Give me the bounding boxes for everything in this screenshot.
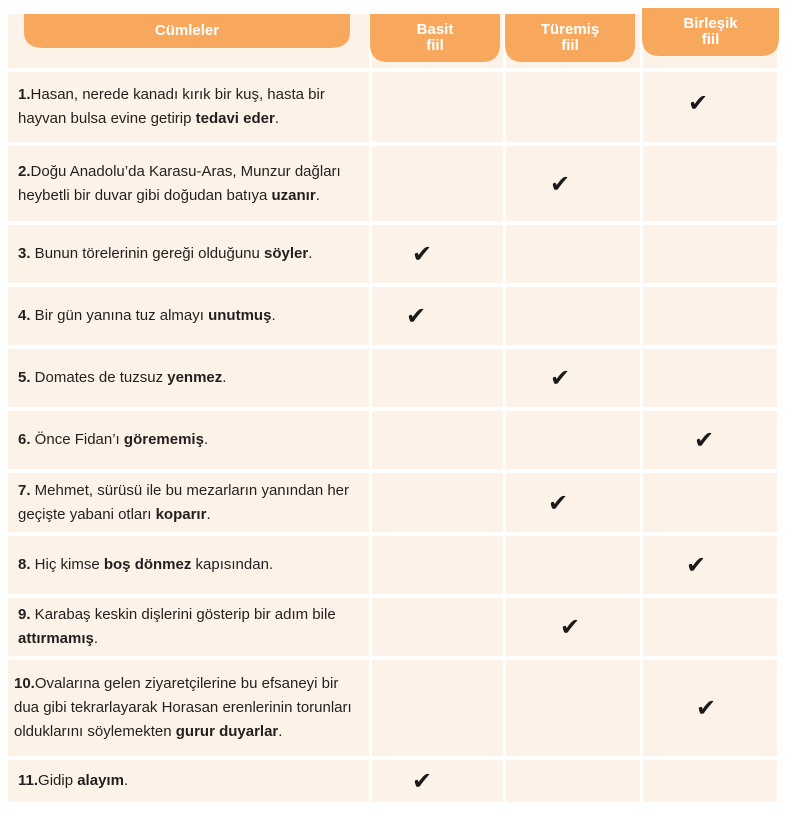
answer-cell [372,349,503,407]
sentence-pre: Önce Fidan’ı [30,431,124,448]
sentence-pre: Hasan, nerede kanadı kırık bir kuş, hasta bir hayvan bulsa evine getirip [18,86,325,127]
sentence-text [18,304,361,328]
sentence-cell [8,536,369,594]
sentence-number: 6. [18,431,31,448]
sentence-pre: Hiç kimse [30,556,104,573]
table-row [8,349,777,407]
sentence-number: 9. [18,606,31,623]
header-sentences [24,14,350,62]
sentence-pre: Bir gün yanına tuz almayı [30,307,209,324]
table-row [8,660,777,756]
sentence-cell [8,72,369,142]
header-simple-label: Basit fiil [416,21,454,54]
table-row [8,473,777,532]
table-row [8,225,777,283]
check-mark-icon: ✔ [686,551,707,579]
table-row [8,411,777,469]
answer-cell [643,473,777,532]
sentence-verb: tedavi eder [195,110,275,127]
answer-cell [643,536,777,594]
table-row [8,72,777,142]
sentence-post: . [203,431,209,448]
header-compound-label: Birleşik fiil [683,15,738,48]
sentence-verb: gurur duyarlar [175,723,279,740]
check-mark-icon: ✔ [560,613,581,641]
answer-cell [643,225,777,283]
sentence-text [18,366,361,390]
answer-cell [506,287,640,345]
sentence-verb: attırmamış [18,630,94,647]
sentence-verb: uzanır [271,186,316,204]
sentence-text [18,553,361,577]
check-mark-icon: ✔ [688,89,709,117]
check-mark-icon: ✔ [548,488,569,517]
table-row [8,760,777,802]
table-row [8,536,777,594]
answer-cell [506,349,640,407]
answer-cell [372,598,503,656]
sentence-cell [8,760,369,802]
answer-cell [643,146,777,221]
answer-cell [643,72,777,142]
answer-cell [372,146,503,221]
check-mark-icon: ✔ [550,169,571,198]
check-mark-icon: ✔ [696,694,717,722]
sentence-cell [8,660,369,756]
sentence-number: 1. [18,86,31,103]
check-mark-icon: ✔ [694,426,715,454]
sentence-number: 11. [18,772,39,789]
sentence-number: 7. [18,481,31,499]
header-simple [370,14,500,62]
answer-cell [372,536,503,594]
sentence-text [18,428,361,452]
header-derived-label: Türemiş fiil [540,21,600,54]
sentence-text [18,479,361,527]
sentence-text [18,160,361,208]
answer-cell [643,287,777,345]
answer-cell [372,225,503,283]
sentence-post: . [123,772,129,789]
sentence-cell [8,598,369,656]
answer-cell [643,760,777,802]
sentence-verb: söyler [264,245,309,262]
sentence-pre: Domates de tuzsuz [30,369,168,386]
table-row [8,287,777,345]
sentence-post: . [274,110,280,127]
answer-cell [506,225,640,283]
answer-cell [643,349,777,407]
check-mark-icon: ✔ [412,767,433,795]
sentence-text [14,672,361,744]
sentence-number: 8. [18,556,31,573]
sentence-verb: unutmuş [208,307,272,324]
sentence-text [18,242,361,266]
sentence-pre: Doğu Anadolu’da Karasu-Aras, Munzur dağları heybetli bir duvar gibi doğudan batıya [18,162,341,204]
answer-cell [506,660,640,756]
sentence-cell [8,473,369,532]
sentence-number: 3. [18,245,31,262]
answer-cell [372,473,503,532]
answer-cell [506,146,640,221]
sentence-number: 2. [18,162,31,180]
answer-cell [372,411,503,469]
sentence-cell [8,349,369,407]
sentence-post: . [278,723,283,740]
sentence-post: . [206,505,211,523]
sentence-verb: görememiş [123,431,204,448]
sentence-verb: boş dönmez [103,556,192,573]
answer-cell [506,536,640,594]
sentence-post: . [308,245,313,262]
answer-cell [372,287,503,345]
sentence-post: . [222,369,227,386]
sentence-post: . [93,630,99,647]
header-sentences-label: Cümleler [154,22,220,39]
header-compound [642,8,779,56]
sentence-number: 4. [18,307,31,324]
answer-cell [372,72,503,142]
table-row [8,598,777,656]
answer-cell [506,760,640,802]
answer-cell [643,598,777,656]
sentence-pre: Ovalarına gelen ziyaretçilerine bu efsaneyi bir dua gibi tekrarlayarak Horasan erenlerinin torunları olduklarını söylemekten [14,675,352,740]
answer-cell [372,760,503,802]
sentence-pre: Mehmet, sürüsü ile bu mezarların yanından her geçişte yabani otları [18,481,350,523]
check-mark-icon: ✔ [406,302,427,330]
sentence-verb: alayım [77,772,124,789]
answer-cell [506,72,640,142]
sentence-post: . [315,186,320,204]
sentence-cell [8,287,369,345]
sentence-number: 5. [18,369,31,386]
sentence-pre: Bunun törelerinin gereği olduğunu [30,245,265,262]
sentence-pre: Karabaş keskin dişlerini gösterip bir adım bile [30,606,336,623]
sentence-verb: yenmez [167,369,223,386]
sentence-text [18,83,361,131]
sentence-verb: koparır [155,505,207,523]
answer-cell [506,411,640,469]
header-derived [505,14,635,62]
sentence-text [18,603,361,651]
sentence-pre: Gidip [38,772,78,789]
sentence-post: . [271,307,276,324]
answer-cell [372,660,503,756]
sentence-post: kapısından. [191,556,274,573]
check-mark-icon: ✔ [412,240,433,268]
sentence-cell [8,225,369,283]
sentence-number: 10. [14,675,35,692]
sentence-text [18,769,361,793]
check-mark-icon: ✔ [550,364,571,392]
sentence-cell [8,411,369,469]
answer-cell [506,473,640,532]
sentence-cell [8,146,369,221]
table-row [8,146,777,221]
